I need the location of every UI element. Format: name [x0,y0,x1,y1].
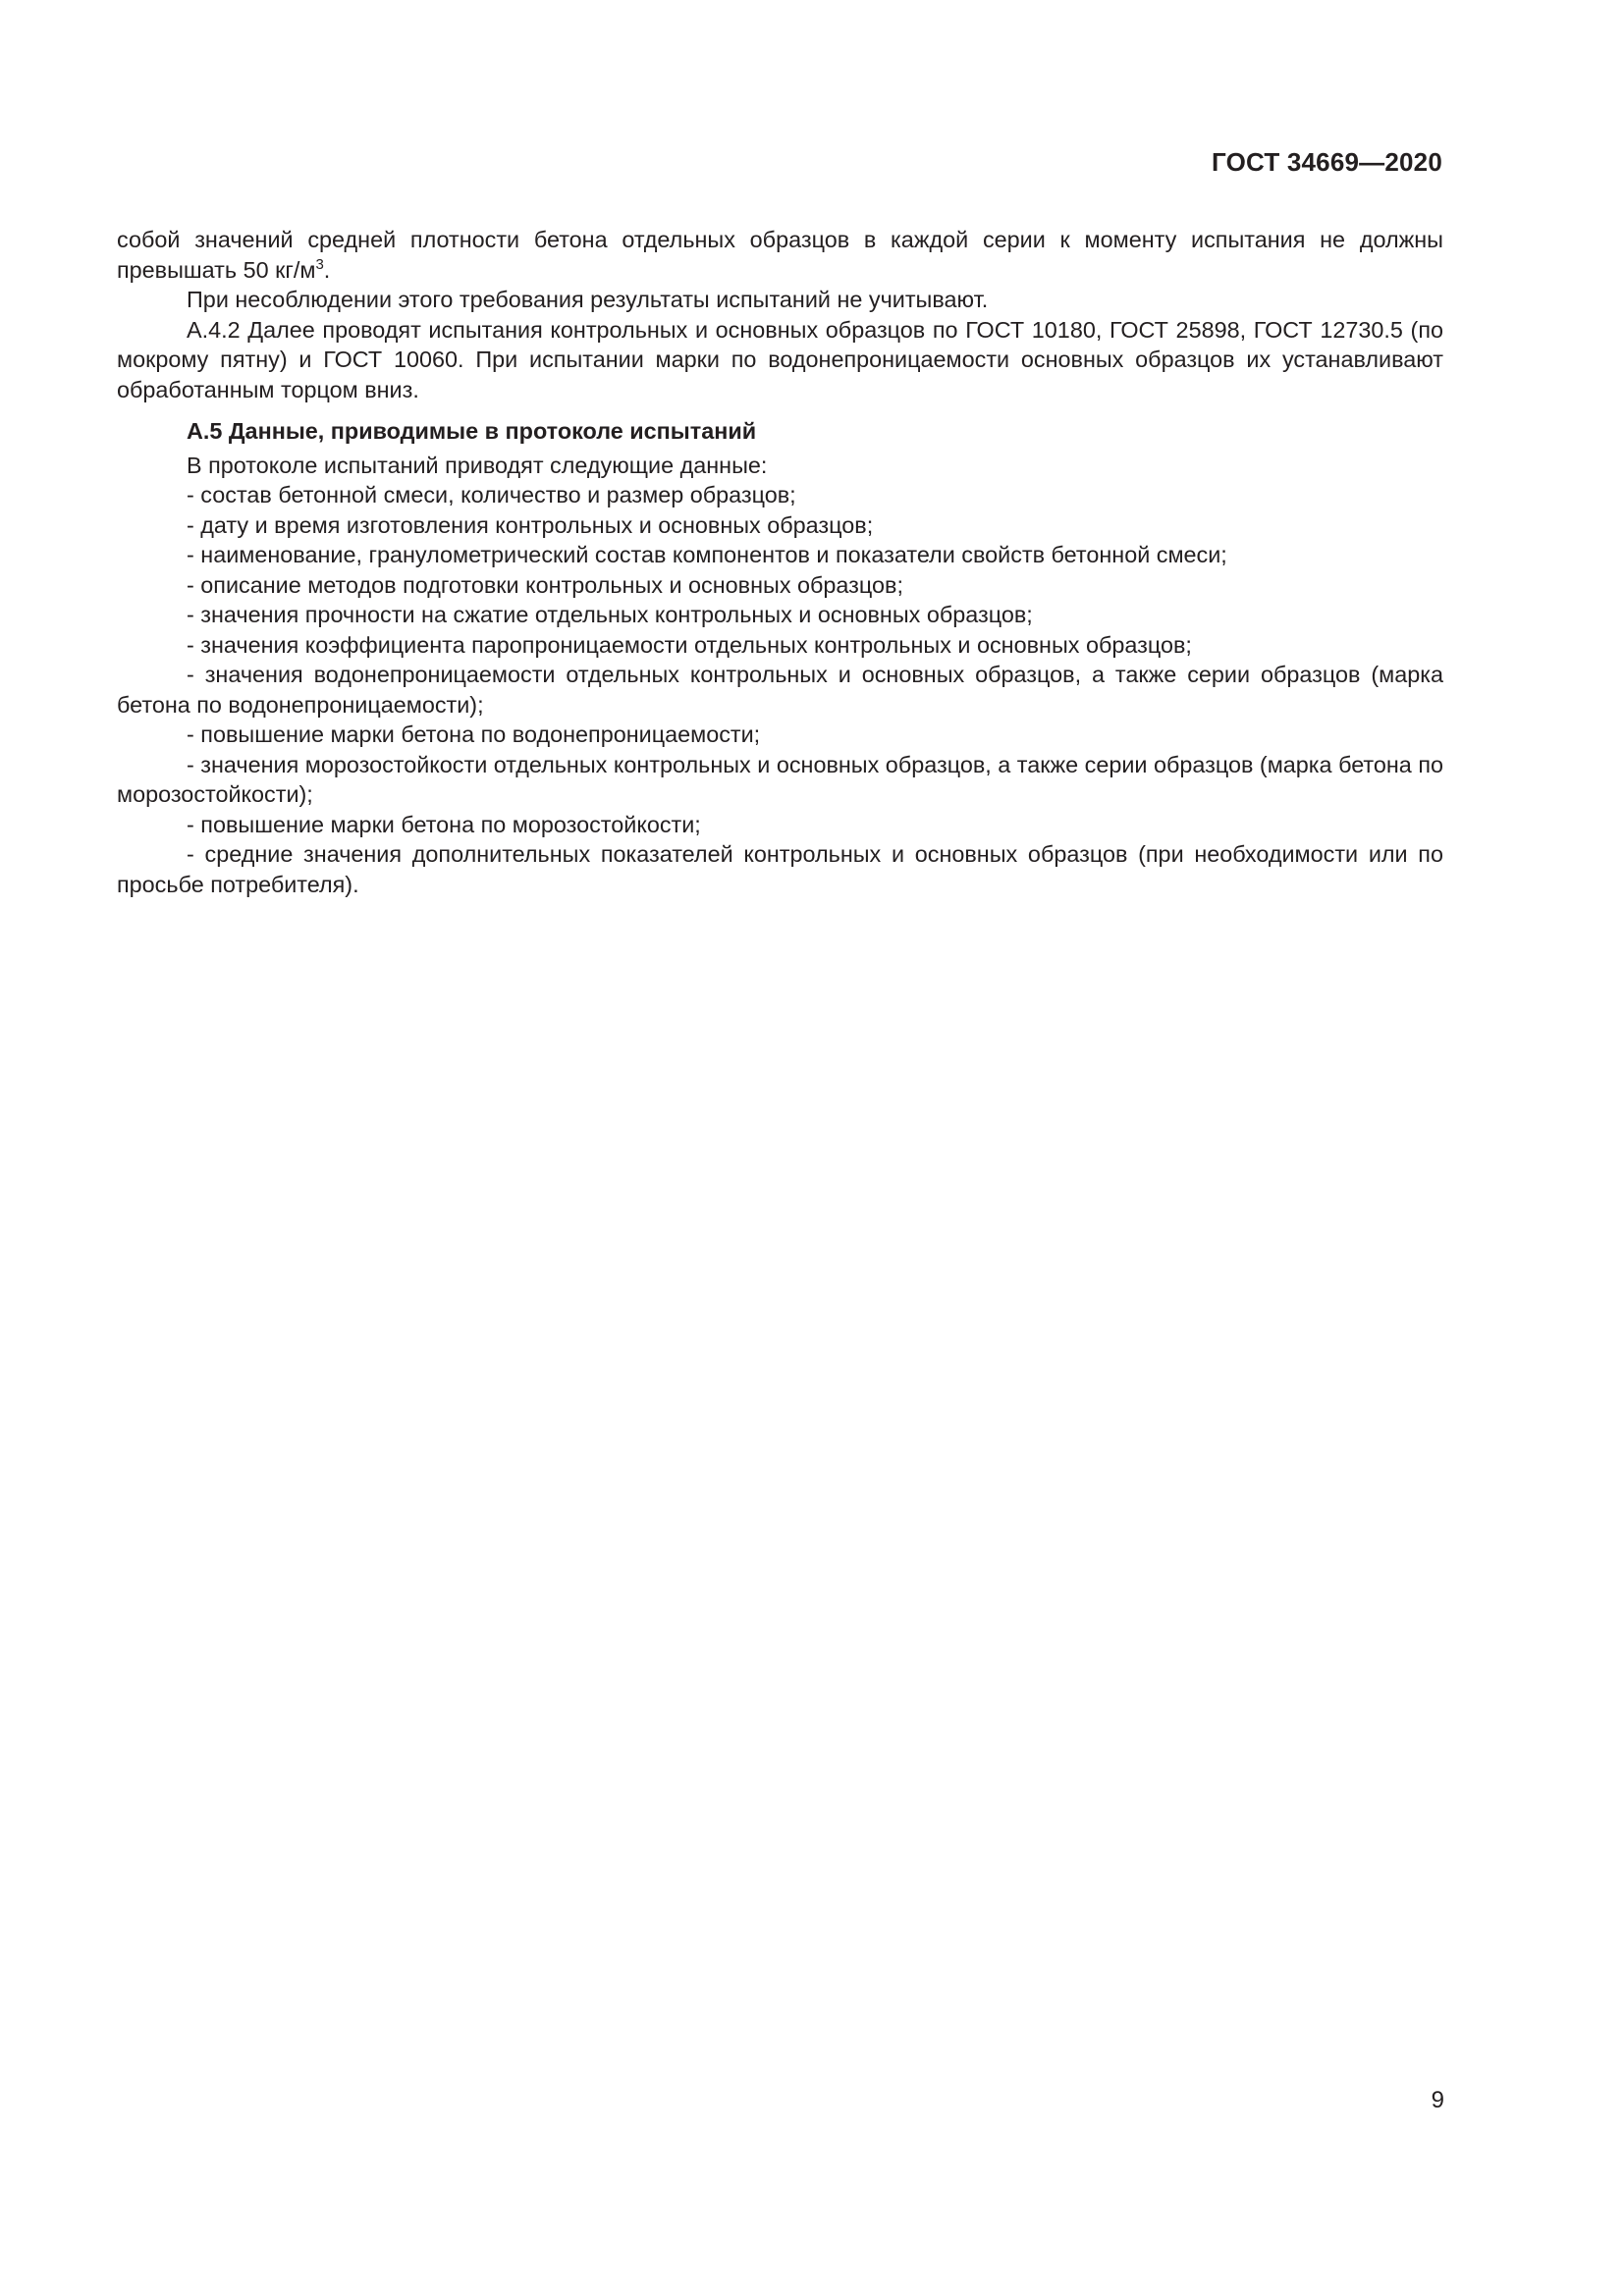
list-item: - описание методов подготовки контрольных и основных образцов; [187,571,903,598]
list-item: - значения водонепроницаемости отдельных контрольных и основных образцов, а также серии образцов (марка бетона по водонепроницаемости); [117,662,1443,718]
paragraph-density [117,225,1443,285]
list-item: - средние значения дополнительных показателей контрольных и основных образцов (при необходимости или по просьбе потребителя). [117,841,1443,897]
paragraph-density-end: . [323,256,331,283]
list-item: - повышение марки бетона по морозостойкости; [187,811,701,837]
section-heading-a-5: А.5 Данные, приводимые в протоколе испытаний [187,418,757,444]
list-item: - дату и время изготовления контрольных и основных образцов; [187,511,874,538]
list-item: - значения морозостойкости отдельных контрольных и основных образцов, а также серии образцов (марка бетона по морозостойкости); [117,751,1443,807]
list-item: - состав бетонной смеси, количество и размер образцов; [187,482,796,507]
list-intro: В протоколе испытаний приводят следующие данные: [187,452,768,478]
document-header: ГОСТ 34669—2020 [1212,147,1442,177]
document-body [117,225,1443,899]
paragraph-density-text: собой значений средней плотности бетона отдельных образцов в каждой серии к моменту испытания не должны превышать 50 кг/м [117,227,1443,283]
paragraph-noncompliance: При несоблюдении этого требования результаты испытаний не учитывают. [187,287,989,312]
paragraph-a-4-2: А.4.2 Далее проводят испытания контрольных и основных образцов по ГОСТ 10180, ГОСТ 25898, ГОСТ 12730.5 (по мокрому пятну) и ГОСТ 10060. При испытании марки по водонепроницаемости основных образцов их устанавливают обработанным торцом вниз. [117,316,1443,402]
page-number: 9 [1431,2087,1444,2113]
list-item: - повышение марки бетона по водонепроницаемости; [187,721,761,747]
list-item: - значения прочности на сжатие отдельных контрольных и основных образцов; [187,602,1033,627]
list-item: - наименование, гранулометрический состав компонентов и показатели свойств бетонной смеси; [187,542,1227,567]
list-item: - значения коэффициента паропроницаемости отдельных контрольных и основных образцов; [187,631,1192,658]
superscript-exponent: 3 [315,255,324,273]
